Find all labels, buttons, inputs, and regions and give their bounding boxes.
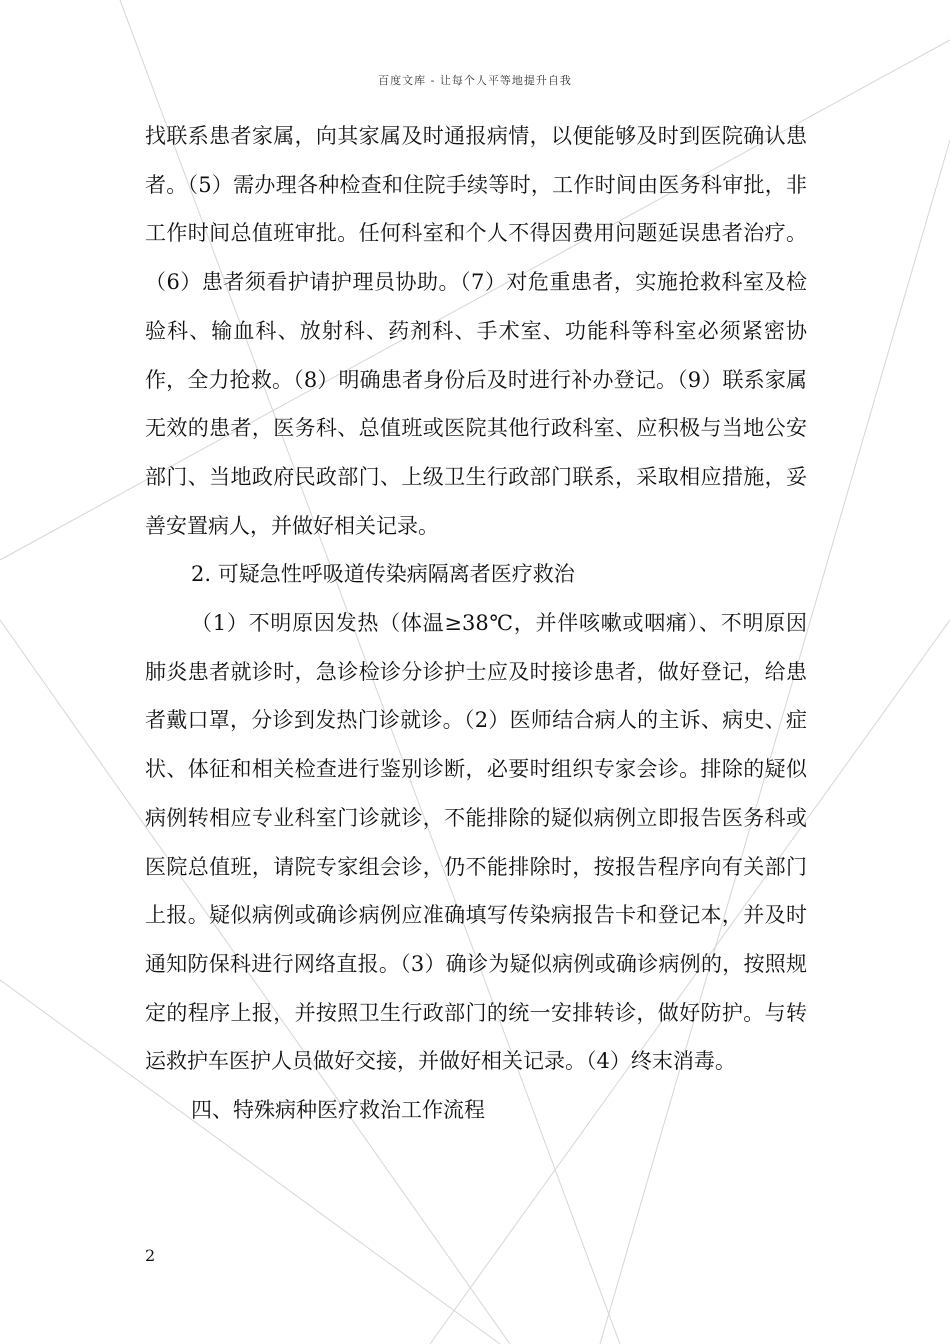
document-body <box>145 112 807 1135</box>
section-heading-respiratory: 2. 可疑急性呼吸道传染病隔离者医疗救治 <box>191 562 575 587</box>
paragraph-emergency-handling: 找联系患者家属，向其家属及时通报病情，以便能够及时到医院确认患者。（5）需办理各种检查和住院手续等时，工作时间由医务科审批，非工作时间总值班审批。任何科室和个人不得因费用问题延误患者治疗。（6）患者须看护请护理员协助。（7）对危重患者，实施抢救科室及检验科、输血科、放射科、药剂科、手术室、功能科等科室必须紧密协作，全力抢救。（8）明确患者身份后及时进行补办登记。（9）联系家属无效的患者，医务科、总值班或医院其他行政科室、应积极与当地公安部门、当地政府民政部门、上级卫生行政部门联系，采取相应措施，妥善安置病人，并做好相关记录。 <box>145 124 807 538</box>
page-header: 百度文库 - 让每个人平等地提升自我 <box>378 74 572 87</box>
section-heading-special-diseases: 四、特殊病种医疗救治工作流程 <box>191 1098 485 1123</box>
paragraph-respiratory-procedure: （1）不明原因发热（体温≥38℃，并伴咳嗽或咽痛）、不明原因肺炎患者就诊时，急诊检诊分诊护士应及时接诊患者，做好登记，给患者戴口罩，分诊到发热门诊就诊。（2）医师结合病人的主诉、病史、症状、体征和相关检查进行鉴别诊断，必要时组织专家会诊。排除的疑似病例转相应专业科室门诊就诊，不能排除的疑似病例立即报告医务科或医院总值班，请院专家组会诊，仍不能排除时，按报告程序向有关部门上报。疑似病例或确诊病例应准确填写传染病报告卡和登记本，并及时通知防保科进行网络直报。（3）确诊为疑似病例或确诊病例的，按照规定的程序上报，并按照卫生行政部门的统一安排转诊，做好防护。与转运救护车医护人员做好交接，并做好相关记录。（4）终末消毒。 <box>145 611 807 1074</box>
page-number: 2 <box>145 1246 156 1265</box>
